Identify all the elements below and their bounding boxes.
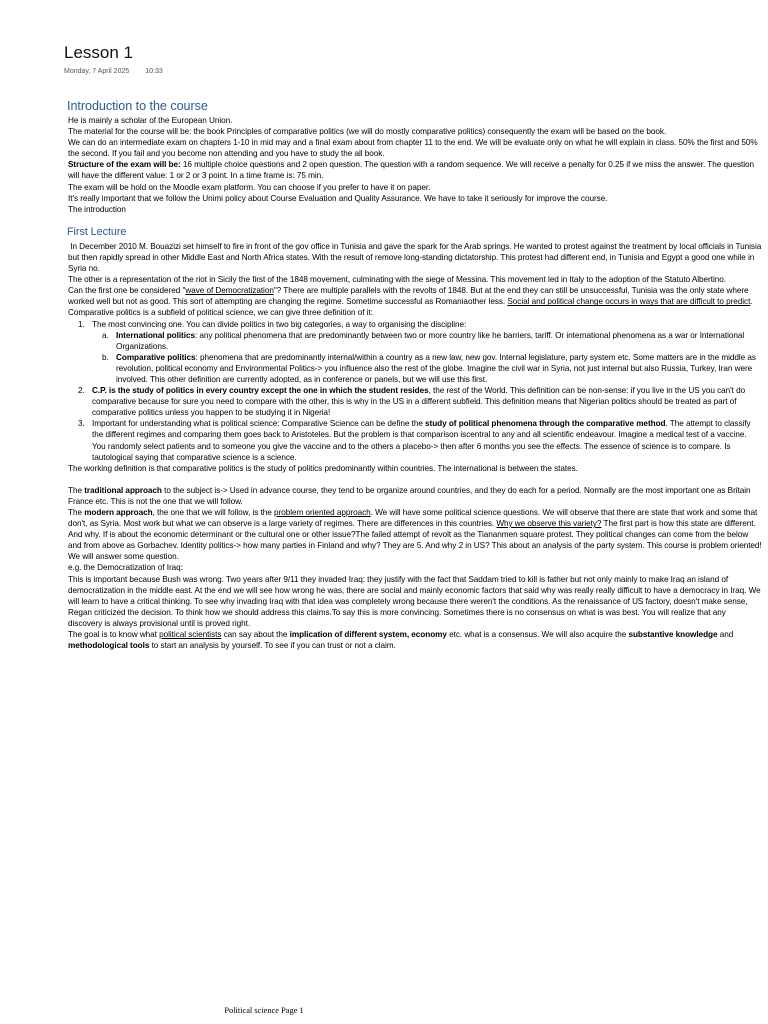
sub-list xyxy=(92,330,762,385)
list-item xyxy=(68,418,762,462)
bold-text: International politics xyxy=(116,330,195,340)
blank-line xyxy=(68,474,762,485)
paragraph: The working definition is that comparative politics is the study of politics predominantly within countries. The international is between the states. xyxy=(68,463,578,473)
bold-text: Structure of the exam will be: xyxy=(68,160,181,170)
page-timestamp xyxy=(64,68,163,75)
page-title: Lesson 1 xyxy=(64,43,133,62)
underlined-text: political scientists xyxy=(159,630,222,640)
bold-text: methodological tools xyxy=(68,641,150,651)
bold-text: C.P. is the study of politics in every country except the one in which the student resides xyxy=(92,386,429,396)
text-run: Important for understanding what is political science: Comparative Science can be define the xyxy=(92,419,426,429)
note-body xyxy=(68,98,762,651)
paragraph xyxy=(68,159,762,181)
bold-text: substantive knowledge xyxy=(628,630,718,640)
text-run: Can the first one be considered " xyxy=(68,286,186,296)
paragraph xyxy=(68,507,762,562)
paragraph: This is important because Bush was wrong. Two years after 9/11 they invaded Iraq: they justify with the fact that Saddam tried to kill is father but not only mainly to make Iraq an island of democratization in the middle east. At the end we will see how wrong he was, there are social and mainly economic factors that said why was really really difficult to have a democracy in Iraq. We will learn to have a critical thinking. To see why invading Iraq with that idea was completely wrong because there weren't the conditions. As the renaissance of US factory, doesn't make sense, Regan criticized the decision. To think how we should address this claims.To say this is more convincing. Sometimes there is no consensus on what is was best. You will realize that any discovery is always provisional until is proved right. xyxy=(68,574,761,628)
text-run: to the subject is-> Used in advance course, they tend to be organize around countries, and they do each for a period. Normally are the most important one as Britain France etc. This is not the one that we will follow. xyxy=(68,485,751,506)
bold-text: Comparative politics xyxy=(116,352,196,362)
page-footer: Political science Page 1 xyxy=(224,1006,304,1015)
text-run: can say about the xyxy=(221,630,290,640)
paragraph xyxy=(68,285,762,307)
text-run: . We will have some political science questions. We will observe that there are state that work and some that don't, as Syria. Most work but what we can observe is a large variety of regimes. There are differences in this countries. xyxy=(68,508,758,529)
text-run: etc. what is a consensus. We will also acquire the xyxy=(446,630,629,640)
paragraph: The introduction xyxy=(68,204,126,214)
text-run: The xyxy=(68,485,85,495)
text-run: "? There are multiple parallels with the revolts of 1848. But at the end they can still be unsuccessful, Tunisia was the only state where worked well but not as good. This sort of attempting are changing the regime. Sometime successful as Romaniaother less. xyxy=(68,286,749,307)
underlined-text: wave of Democratization xyxy=(185,286,274,296)
text-run: The xyxy=(68,508,85,517)
underlined-text: problem oriented approach xyxy=(274,508,371,517)
list-item xyxy=(68,319,762,386)
paragraph: The material for the course will be: the book Principles of comparative politics (we will do mostly comparative politics) consequently the exam will be based on the book. xyxy=(68,127,667,137)
underlined-text: Why we observe this variety? xyxy=(496,519,602,529)
paragraph: e.g. the Democratization of Iraq: xyxy=(68,563,183,573)
text-run: to start an analysis by yourself. To see if you can trust or not a claim. xyxy=(149,641,396,651)
paragraph: We can do an intermediate exam on chapters 1-10 in mid may and a final exam about from chapter 11 to the end. We will be evaluate only on what he will explain in class. 50% the first and 50% the second. If you fail and you become non attending and you have to study the all book. xyxy=(68,138,758,159)
list-item xyxy=(92,352,762,385)
text-run: The first part is how this state are different. And why. If is about the economic determinant or the cultural one or other issue?The failed attempt of revolt as the Tiananmen square protest. They political changes can come from the below and from above as Gorbachev. Identity politics-> how many parties in Finland and why? They are 5. And why 2 in US? This about an analysis of the party system. This course is problem oriented! We will answer some question. xyxy=(68,519,762,562)
bold-text: study of political phenomena through the comparative method xyxy=(425,419,666,429)
text-run: : phenomena that are predominantly internal/within a country as a new law, new gov. Internal legislature, party system etc. Some matters are in the middle as revolution, political economy and Environmental Politics-> you influence also the rest of the globe. Imagine the civil war in Syria, not just internal but also Russia, Turkey, Iran were involved. This other definition are currently adopted, as in conference or panels, but we will use this first. xyxy=(116,352,756,384)
paragraph xyxy=(68,485,762,507)
definitions-list xyxy=(68,319,762,463)
bold-text: modern approach xyxy=(84,508,153,517)
paragraph: He is mainly a scholar of the European Union. xyxy=(68,116,233,125)
page-date: Monday, 7 April 2025 xyxy=(64,68,130,75)
paragraph: Comparative politics is a subfield of political science, we can give three definition of it: xyxy=(68,308,373,318)
paragraph: The exam will be hold on the Moodle exam platform. You can choose if you prefer to have it on paper. xyxy=(68,182,431,192)
text-run: , the rest of the World. This definition can be non-sense: if you live in the US you can't do comparative because for sure you need to compare with the other, this is why in the US in a different subfield. This definition means that Nigerian politics should be treated as part of comparative politics unless you happen to be studying it in Nigeria! xyxy=(92,386,746,418)
page-time: 10:33 xyxy=(145,68,163,75)
paragraph: The other is a representation of the riot in Sicily the first of the 1848 movement, culminating with the siege of Messina. This movement led in Italy to the adoption of the Statuto Albertino. xyxy=(68,275,726,285)
underlined-text: Social and political change occurs in ways that are difficult to predict xyxy=(507,297,751,307)
list-item xyxy=(68,385,762,418)
heading-introduction: Introduction to the course xyxy=(67,99,208,113)
text-run: , the one that we will follow, is the xyxy=(152,508,275,517)
paragraph: In December 2010 M. Bouazizi set himself to fire in front of the gov office in Tunisia and gave the spark for the Arab springs. He wanted to protest against the treatment by local officials in Tunisia but then rapidly spread in other Middle East and North Africa states. With the result of remove long-standing dictatorship. This protest had different end, in Tunisia and Egypt a good one while in Syria no. xyxy=(68,241,764,274)
text-run: 16 multiple choice questions and 2 open question. The question with a random sequence. We will receive a penalty for 0.25 if we miss the answer. The question will have the different value: 1 or 2 or 3 point. In a time frame is: 75 min. xyxy=(68,160,755,181)
bold-text: implication of different system, economy xyxy=(289,630,447,640)
text-run: and xyxy=(717,630,734,640)
text-run: The goal is to know what xyxy=(68,630,160,640)
paragraph xyxy=(68,629,762,651)
text-run: . xyxy=(750,297,753,307)
heading-first-lecture: First Lecture xyxy=(67,225,127,238)
text-run: : any political phenomena that are predominantly between two or more country like he barriers, tariff. Or international phenomena as a war or International Organizations. xyxy=(116,330,745,351)
list-item xyxy=(92,330,762,352)
text-run: The most convincing one. You can divide politics in two big categories, a way to organising the discipline: xyxy=(92,319,467,329)
text-run: . The attempt to classify the different regimes and comparing them goes back to Aristoteles. But the problem is that comparison iscentral to any and all scientific endeavour. Imagine a medical test of a vaccine. You randomly select patients and to someone you give the vaccine and to the others a placebo-> then after 6 months you see the effects. The essence of science is to compare. Is tautological saying that comparative science is a science. xyxy=(92,419,751,462)
bold-text: traditional approach xyxy=(84,485,162,495)
paragraph: It's really important that we follow the Unimi policy about Course Evaluation and Quality Assurance. We have to take it seriously for improve the course. xyxy=(68,193,608,203)
